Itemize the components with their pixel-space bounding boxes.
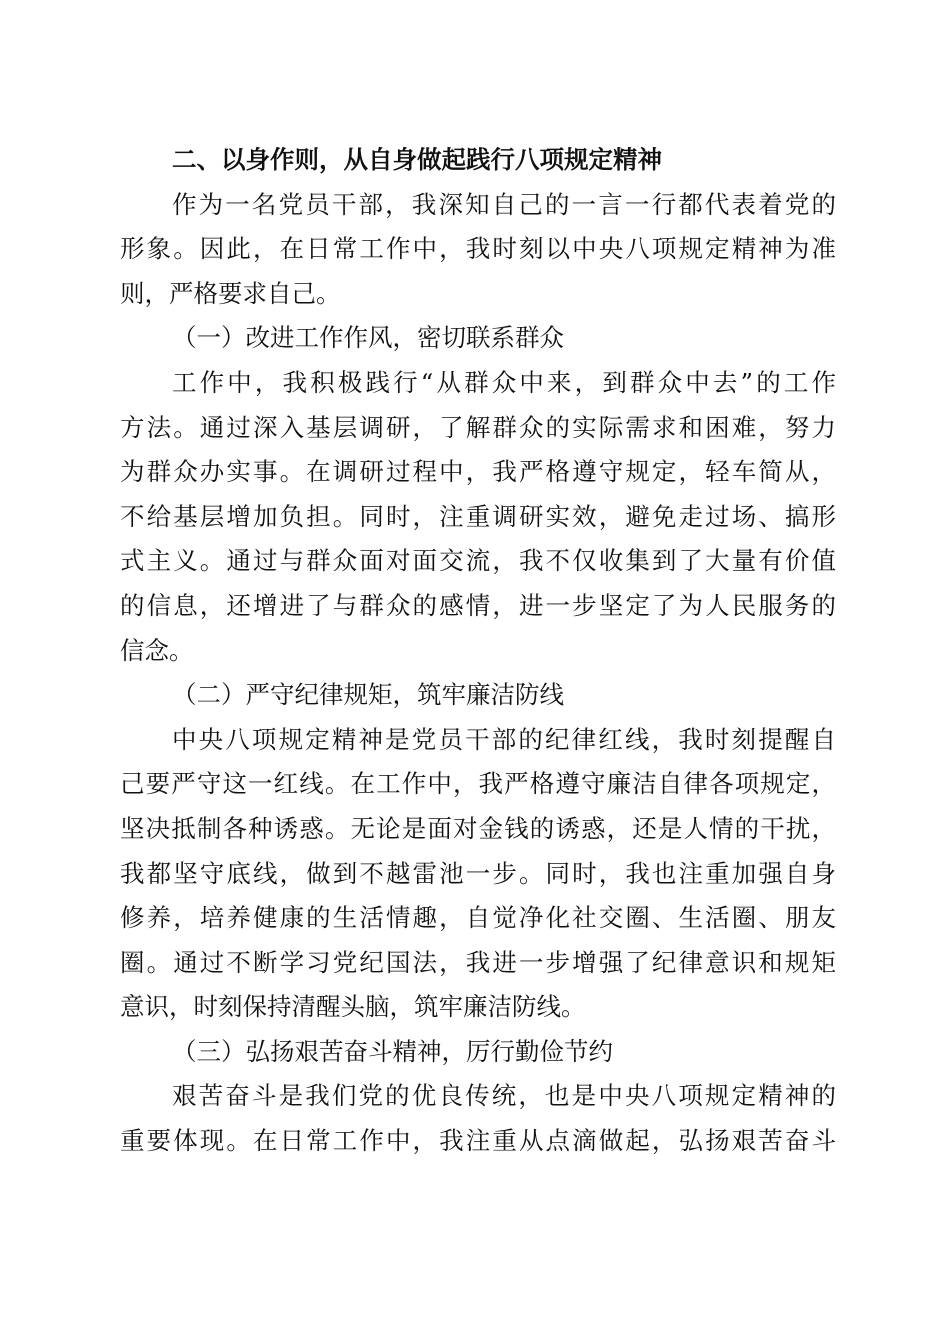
paragraph-line: 方法。通过深入基层调研，了解群众的实际需求和困难，努力 bbox=[120, 412, 836, 442]
paragraph-line: 中央八项规定精神是党员干部的纪律红线，我时刻提醒自 bbox=[172, 724, 836, 754]
document-page bbox=[120, 138, 836, 1164]
paragraph-line: 式主义。通过与群众面对面交流，我不仅收集到了大量有价值 bbox=[120, 546, 836, 576]
subheading: （二）严守纪律规矩，筑牢廉洁防线 bbox=[172, 680, 564, 710]
paragraph-line: 的信息，还增进了与群众的感情，进一步坚定了为人民服务的 bbox=[120, 590, 836, 620]
section-heading: 二、以身作则，从自身做起践行八项规定精神 bbox=[172, 145, 662, 174]
subheading: （三）弘扬艰苦奋斗精神，厉行勤俭节约 bbox=[172, 1036, 613, 1066]
paragraph-line: 则，严格要求自己。 bbox=[120, 278, 341, 308]
paragraph-line: 圈。通过不断学习党纪国法，我进一步增强了纪律意识和规矩 bbox=[120, 947, 836, 977]
paragraph-line: 坚决抵制各种诱惑。无论是面对金钱的诱惑，还是人情的干扰， bbox=[120, 813, 836, 843]
paragraph-line: 工作中，我积极践行“从群众中来，到群众中去”的工作 bbox=[172, 367, 836, 397]
paragraph-line: 修养，培养健康的生活情趣，自觉净化社交圈、生活圈、朋友 bbox=[120, 903, 836, 933]
paragraph-line: 不给基层增加负担。同时，注重调研实效，避免走过场、搞形 bbox=[120, 501, 836, 531]
paragraph-line: 作为一名党员干部，我深知自己的一言一行都代表着党的 bbox=[172, 189, 836, 219]
paragraph-line: 信念。 bbox=[120, 635, 194, 665]
paragraph-line: 意识，时刻保持清醒头脑，筑牢廉洁防线。 bbox=[120, 992, 586, 1022]
paragraph-line: 为群众办实事。在调研过程中，我严格遵守规定，轻车简从， bbox=[120, 457, 836, 487]
paragraph-line: 己要严守这一红线。在工作中，我严格遵守廉洁自律各项规定， bbox=[120, 769, 836, 799]
paragraph-line: 艰苦奋斗是我们党的优良传统，也是中央八项规定精神的 bbox=[172, 1081, 836, 1111]
paragraph-line: 重要体现。在日常工作中，我注重从点滴做起，弘扬艰苦奋斗 bbox=[120, 1126, 836, 1156]
paragraph-line: 我都坚守底线，做到不越雷池一步。同时，我也注重加强自身 bbox=[120, 858, 836, 888]
subheading: （一）改进工作作风，密切联系群众 bbox=[172, 323, 564, 353]
paragraph-line: 形象。因此，在日常工作中，我时刻以中央八项规定精神为准 bbox=[120, 234, 836, 264]
